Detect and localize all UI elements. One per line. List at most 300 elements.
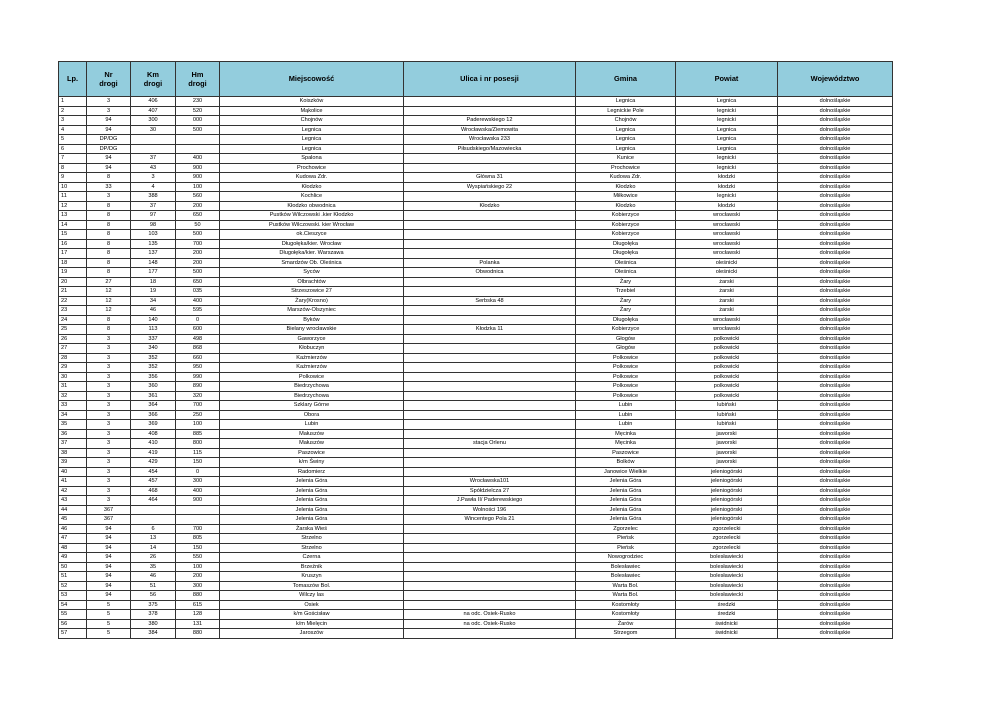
cell-nr-drogi: 94 — [87, 163, 131, 173]
cell-hm-drogi: 900 — [176, 496, 220, 506]
cell-miejscowosc: Mąkolice — [220, 106, 404, 116]
cell-nr-drogi: DP/DG — [87, 135, 131, 145]
cell-ulica: Wrocławska 233 — [404, 135, 576, 145]
table-row — [59, 581, 893, 591]
cell-nr-drogi: 367 — [87, 505, 131, 515]
cell-miejscowosc: Osiek — [220, 600, 404, 610]
cell-hm-drogi: 700 — [176, 239, 220, 249]
cell-ulica: Polanka — [404, 258, 576, 268]
cell-ulica — [404, 163, 576, 173]
table-row — [59, 458, 893, 468]
cell-powiat: jeleniogórski — [676, 486, 778, 496]
cell-lp: 3 — [59, 116, 87, 126]
cell-wojewodztwo: dolnośląskie — [778, 230, 893, 240]
cell-hm-drogi: 900 — [176, 163, 220, 173]
cell-gmina: Pieńsk — [576, 534, 676, 544]
cell-gmina: Warta Bol. — [576, 591, 676, 601]
cell-lp: 10 — [59, 182, 87, 192]
cell-nr-drogi: 3 — [87, 106, 131, 116]
cell-km-drogi: 380 — [131, 619, 176, 629]
cell-miejscowosc: Pustków Wilczowski .kier Kłodzko — [220, 211, 404, 221]
cell-nr-drogi: 33 — [87, 182, 131, 192]
cell-km-drogi: 410 — [131, 439, 176, 449]
cell-powiat: legnicki — [676, 163, 778, 173]
cell-lp: 51 — [59, 572, 87, 582]
cell-km-drogi: 13 — [131, 534, 176, 544]
cell-miejscowosc: k/m Gościsław — [220, 610, 404, 620]
cell-wojewodztwo: dolnośląskie — [778, 562, 893, 572]
table-row — [59, 173, 893, 183]
cell-km-drogi: 406 — [131, 97, 176, 107]
cell-nr-drogi: 8 — [87, 230, 131, 240]
cell-ulica: Wyspiańskiego 22 — [404, 182, 576, 192]
cell-gmina: Kunice — [576, 154, 676, 164]
cell-wojewodztwo: dolnośląskie — [778, 629, 893, 639]
cell-wojewodztwo: dolnośląskie — [778, 619, 893, 629]
cell-ulica — [404, 334, 576, 344]
cell-miejscowosc: Wilczy las — [220, 591, 404, 601]
cell-lp: 28 — [59, 353, 87, 363]
cell-powiat: wrocławski — [676, 230, 778, 240]
cell-gmina: Kobierzyce — [576, 211, 676, 221]
cell-km-drogi: 419 — [131, 448, 176, 458]
cell-wojewodztwo: dolnośląskie — [778, 429, 893, 439]
cell-wojewodztwo: dolnośląskie — [778, 420, 893, 430]
cell-nr-drogi: 3 — [87, 334, 131, 344]
cell-ulica: Wincentego Pola 21 — [404, 515, 576, 525]
cell-lp: 44 — [59, 505, 87, 515]
cell-powiat: Legnica — [676, 97, 778, 107]
cell-ulica — [404, 306, 576, 316]
cell-ulica: stacja Orlenu — [404, 439, 576, 449]
table-row — [59, 306, 893, 316]
cell-nr-drogi: 5 — [87, 610, 131, 620]
cell-nr-drogi: 94 — [87, 591, 131, 601]
cell-lp: 42 — [59, 486, 87, 496]
col-header-lp: Lp. — [59, 62, 87, 97]
cell-km-drogi: 177 — [131, 268, 176, 278]
cell-km-drogi: 148 — [131, 258, 176, 268]
cell-gmina: Lubin — [576, 420, 676, 430]
cell-gmina: Kobierzyce — [576, 230, 676, 240]
cell-lp: 33 — [59, 401, 87, 411]
cell-nr-drogi: 367 — [87, 515, 131, 525]
cell-miejscowosc: k/m Świny — [220, 458, 404, 468]
cell-wojewodztwo: dolnośląskie — [778, 505, 893, 515]
cell-km-drogi: 340 — [131, 344, 176, 354]
cell-ulica: Kłodzko — [404, 201, 576, 211]
cell-gmina: Kostomłoty — [576, 600, 676, 610]
cell-powiat: kłodzki — [676, 182, 778, 192]
cell-gmina: Kostomłoty — [576, 610, 676, 620]
cell-wojewodztwo: dolnośląskie — [778, 144, 893, 154]
table-row — [59, 619, 893, 629]
table-row — [59, 258, 893, 268]
cell-powiat: średzki — [676, 610, 778, 620]
cell-wojewodztwo: dolnośląskie — [778, 591, 893, 601]
road-points-table — [58, 61, 893, 639]
cell-gmina: Jelenia Góra — [576, 515, 676, 525]
cell-lp: 26 — [59, 334, 87, 344]
cell-ulica — [404, 401, 576, 411]
cell-km-drogi: 464 — [131, 496, 176, 506]
cell-miejscowosc: Czerna — [220, 553, 404, 563]
cell-gmina: Jelenia Góra — [576, 496, 676, 506]
cell-lp: 1 — [59, 97, 87, 107]
cell-wojewodztwo: dolnośląskie — [778, 448, 893, 458]
cell-km-drogi: 468 — [131, 486, 176, 496]
cell-nr-drogi: 3 — [87, 353, 131, 363]
cell-powiat: kłodzki — [676, 201, 778, 211]
cell-ulica: Kłodzka 11 — [404, 325, 576, 335]
cell-hm-drogi — [176, 144, 220, 154]
table-row — [59, 239, 893, 249]
cell-miejscowosc: Jelenia Góra — [220, 486, 404, 496]
table-row — [59, 249, 893, 259]
cell-km-drogi: 56 — [131, 591, 176, 601]
cell-lp: 8 — [59, 163, 87, 173]
cell-wojewodztwo: dolnośląskie — [778, 287, 893, 297]
cell-wojewodztwo: dolnośląskie — [778, 306, 893, 316]
cell-ulica — [404, 97, 576, 107]
cell-ulica — [404, 591, 576, 601]
cell-lp: 39 — [59, 458, 87, 468]
cell-hm-drogi: 650 — [176, 277, 220, 287]
cell-miejscowosc: Kruszyn — [220, 572, 404, 582]
table-row — [59, 201, 893, 211]
cell-powiat: lubiński — [676, 410, 778, 420]
cell-nr-drogi: 8 — [87, 239, 131, 249]
cell-miejscowosc: Tomaszów Bol. — [220, 581, 404, 591]
cell-km-drogi: 4 — [131, 182, 176, 192]
cell-gmina: Bolków — [576, 458, 676, 468]
cell-gmina: Jelenia Góra — [576, 486, 676, 496]
cell-powiat: wrocławski — [676, 249, 778, 259]
cell-miejscowosc: Byków — [220, 315, 404, 325]
cell-ulica — [404, 524, 576, 534]
cell-km-drogi: 300 — [131, 116, 176, 126]
cell-wojewodztwo: dolnośląskie — [778, 249, 893, 259]
cell-lp: 22 — [59, 296, 87, 306]
cell-km-drogi: 388 — [131, 192, 176, 202]
cell-miejscowosc: Strzeszowice 27 — [220, 287, 404, 297]
cell-wojewodztwo: dolnośląskie — [778, 125, 893, 135]
cell-nr-drogi: 5 — [87, 600, 131, 610]
cell-km-drogi: 35 — [131, 562, 176, 572]
table-row — [59, 182, 893, 192]
cell-nr-drogi: 94 — [87, 524, 131, 534]
cell-miejscowosc: Legnica — [220, 135, 404, 145]
col-header-nr-drogi — [87, 62, 131, 97]
table-row — [59, 562, 893, 572]
table-row — [59, 600, 893, 610]
cell-hm-drogi: 650 — [176, 211, 220, 221]
cell-hm-drogi: 560 — [176, 192, 220, 202]
cell-nr-drogi: 3 — [87, 458, 131, 468]
cell-nr-drogi: 94 — [87, 116, 131, 126]
cell-gmina: Prochowice — [576, 163, 676, 173]
cell-powiat: wrocławski — [676, 325, 778, 335]
cell-wojewodztwo: dolnośląskie — [778, 106, 893, 116]
table-row — [59, 610, 893, 620]
cell-lp: 43 — [59, 496, 87, 506]
table-row — [59, 382, 893, 392]
cell-miejscowosc: Małuszów — [220, 429, 404, 439]
col-header-wojewodztwo: Województwo — [778, 62, 893, 97]
cell-wojewodztwo: dolnośląskie — [778, 553, 893, 563]
cell-ulica — [404, 154, 576, 164]
cell-km-drogi: 135 — [131, 239, 176, 249]
cell-powiat: bolesławiecki — [676, 591, 778, 601]
col-header-gmina: Gmina — [576, 62, 676, 97]
cell-km-drogi: 103 — [131, 230, 176, 240]
cell-hm-drogi: 600 — [176, 325, 220, 335]
cell-ulica: Wrocławska101 — [404, 477, 576, 487]
col-header-powiat: Powiat — [676, 62, 778, 97]
cell-gmina: Kudowa Zdr. — [576, 173, 676, 183]
table-row — [59, 420, 893, 430]
cell-km-drogi: 337 — [131, 334, 176, 344]
col-header-nr-line1: Nr — [104, 69, 113, 79]
cell-wojewodztwo: dolnośląskie — [778, 258, 893, 268]
cell-km-drogi: 352 — [131, 363, 176, 373]
cell-hm-drogi: 100 — [176, 562, 220, 572]
cell-km-drogi: 43 — [131, 163, 176, 173]
cell-hm-drogi: 400 — [176, 296, 220, 306]
cell-lp: 56 — [59, 619, 87, 629]
cell-ulica — [404, 372, 576, 382]
cell-hm-drogi: 890 — [176, 382, 220, 392]
table-row — [59, 363, 893, 373]
cell-nr-drogi: 12 — [87, 306, 131, 316]
cell-powiat: polkowicki — [676, 353, 778, 363]
cell-powiat: jeleniogórski — [676, 496, 778, 506]
cell-ulica — [404, 410, 576, 420]
cell-gmina: Żarów — [576, 619, 676, 629]
cell-miejscowosc: Kaźmierzów — [220, 363, 404, 373]
cell-hm-drogi — [176, 135, 220, 145]
cell-nr-drogi: 3 — [87, 363, 131, 373]
cell-miejscowosc: Kłobuczyn — [220, 344, 404, 354]
cell-miejscowosc: ok.Cieszyce — [220, 230, 404, 240]
cell-miejscowosc: Biedrzychowa — [220, 391, 404, 401]
cell-ulica — [404, 600, 576, 610]
cell-wojewodztwo: dolnośląskie — [778, 534, 893, 544]
cell-km-drogi: 454 — [131, 467, 176, 477]
cell-gmina: Oleśnica — [576, 268, 676, 278]
cell-powiat: polkowicki — [676, 391, 778, 401]
cell-km-drogi: 360 — [131, 382, 176, 392]
cell-gmina: Miłkowice — [576, 192, 676, 202]
cell-lp: 9 — [59, 173, 87, 183]
cell-miejscowosc: Lubin — [220, 420, 404, 430]
cell-hm-drogi: 230 — [176, 97, 220, 107]
cell-hm-drogi: 595 — [176, 306, 220, 316]
table-row — [59, 543, 893, 553]
cell-powiat: wrocławski — [676, 220, 778, 230]
table-row — [59, 315, 893, 325]
cell-ulica — [404, 239, 576, 249]
cell-powiat: polkowicki — [676, 363, 778, 373]
cell-nr-drogi: 8 — [87, 201, 131, 211]
table-row — [59, 334, 893, 344]
table-row — [59, 192, 893, 202]
cell-miejscowosc: Polkowice — [220, 372, 404, 382]
cell-nr-drogi: 3 — [87, 439, 131, 449]
cell-powiat: zgorzelecki — [676, 543, 778, 553]
col-header-hm-drogi — [176, 62, 220, 97]
cell-hm-drogi: 990 — [176, 372, 220, 382]
cell-wojewodztwo: dolnośląskie — [778, 543, 893, 553]
cell-wojewodztwo: dolnośląskie — [778, 515, 893, 525]
cell-nr-drogi: 8 — [87, 220, 131, 230]
cell-gmina: Jelenia Góra — [576, 505, 676, 515]
cell-hm-drogi: 115 — [176, 448, 220, 458]
cell-hm-drogi: 900 — [176, 173, 220, 183]
cell-lp: 15 — [59, 230, 87, 240]
cell-km-drogi: 19 — [131, 287, 176, 297]
cell-nr-drogi: 3 — [87, 401, 131, 411]
cell-ulica — [404, 629, 576, 639]
cell-wojewodztwo: dolnośląskie — [778, 163, 893, 173]
cell-hm-drogi — [176, 515, 220, 525]
cell-lp: 50 — [59, 562, 87, 572]
cell-powiat: wrocławski — [676, 211, 778, 221]
cell-powiat: polkowicki — [676, 344, 778, 354]
cell-powiat: wrocławski — [676, 315, 778, 325]
cell-miejscowosc: Żarska Wieś — [220, 524, 404, 534]
cell-ulica — [404, 553, 576, 563]
cell-wojewodztwo: dolnośląskie — [778, 572, 893, 582]
cell-miejscowosc: Kudowa Zdr. — [220, 173, 404, 183]
cell-km-drogi: 18 — [131, 277, 176, 287]
cell-gmina: Legnickie Pole — [576, 106, 676, 116]
cell-nr-drogi: 3 — [87, 344, 131, 354]
cell-ulica — [404, 429, 576, 439]
cell-hm-drogi: 500 — [176, 230, 220, 240]
cell-wojewodztwo: dolnośląskie — [778, 372, 893, 382]
cell-powiat: bolesławiecki — [676, 581, 778, 591]
cell-ulica: Piłsudskiego/Mazowiecka — [404, 144, 576, 154]
cell-nr-drogi: 8 — [87, 315, 131, 325]
table-row — [59, 553, 893, 563]
cell-powiat: polkowicki — [676, 334, 778, 344]
cell-hm-drogi: 400 — [176, 154, 220, 164]
cell-nr-drogi: 3 — [87, 486, 131, 496]
cell-lp: 19 — [59, 268, 87, 278]
cell-km-drogi: 34 — [131, 296, 176, 306]
cell-miejscowosc: Chojnów — [220, 116, 404, 126]
cell-ulica — [404, 220, 576, 230]
cell-hm-drogi: 150 — [176, 458, 220, 468]
cell-hm-drogi: 800 — [176, 439, 220, 449]
cell-gmina: Polkowice — [576, 363, 676, 373]
cell-miejscowosc: Jelenia Góra — [220, 515, 404, 525]
cell-lp: 46 — [59, 524, 87, 534]
cell-gmina: Legnica — [576, 144, 676, 154]
cell-ulica — [404, 353, 576, 363]
cell-hm-drogi: 128 — [176, 610, 220, 620]
cell-nr-drogi: 8 — [87, 249, 131, 259]
cell-hm-drogi: 700 — [176, 524, 220, 534]
cell-hm-drogi: 660 — [176, 353, 220, 363]
cell-gmina: Polkowice — [576, 353, 676, 363]
cell-gmina: Legnica — [576, 97, 676, 107]
cell-nr-drogi: 3 — [87, 192, 131, 202]
cell-gmina: Trzebiel — [576, 287, 676, 297]
cell-nr-drogi: 3 — [87, 97, 131, 107]
cell-nr-drogi: 12 — [87, 287, 131, 297]
cell-km-drogi: 140 — [131, 315, 176, 325]
cell-gmina: Nowogrodziec — [576, 553, 676, 563]
table-row — [59, 591, 893, 601]
cell-gmina: Legnica — [576, 125, 676, 135]
cell-km-drogi: 384 — [131, 629, 176, 639]
cell-ulica — [404, 420, 576, 430]
cell-lp: 5 — [59, 135, 87, 145]
cell-hm-drogi: 035 — [176, 287, 220, 297]
cell-km-drogi — [131, 135, 176, 145]
cell-wojewodztwo: dolnośląskie — [778, 97, 893, 107]
cell-ulica — [404, 572, 576, 582]
cell-hm-drogi: 320 — [176, 391, 220, 401]
table-row — [59, 401, 893, 411]
cell-km-drogi: 364 — [131, 401, 176, 411]
table-row — [59, 106, 893, 116]
cell-lp: 40 — [59, 467, 87, 477]
cell-wojewodztwo: dolnośląskie — [778, 610, 893, 620]
cell-miejscowosc: Długołęka/kier. Wrocław — [220, 239, 404, 249]
table-row — [59, 97, 893, 107]
cell-gmina: Lubin — [576, 401, 676, 411]
cell-powiat: oleśnicki — [676, 268, 778, 278]
cell-km-drogi: 407 — [131, 106, 176, 116]
cell-lp: 31 — [59, 382, 87, 392]
cell-miejscowosc: Kłodzko — [220, 182, 404, 192]
cell-powiat: jaworski — [676, 448, 778, 458]
cell-wojewodztwo: dolnośląskie — [778, 135, 893, 145]
cell-wojewodztwo: dolnośląskie — [778, 154, 893, 164]
cell-nr-drogi: 94 — [87, 572, 131, 582]
cell-powiat: Legnica — [676, 135, 778, 145]
cell-km-drogi — [131, 144, 176, 154]
cell-miejscowosc: Szklary Górne — [220, 401, 404, 411]
table-row — [59, 230, 893, 240]
cell-powiat: jaworski — [676, 429, 778, 439]
cell-ulica: Główna 31 — [404, 173, 576, 183]
col-header-km-line2: drogi — [143, 79, 163, 88]
cell-miejscowosc: Jelenia Góra — [220, 505, 404, 515]
cell-powiat: świdnicki — [676, 629, 778, 639]
cell-miejscowosc: Prochowice — [220, 163, 404, 173]
cell-nr-drogi: 3 — [87, 372, 131, 382]
cell-ulica — [404, 211, 576, 221]
cell-miejscowosc: Radomierz — [220, 467, 404, 477]
cell-miejscowosc: Legnica — [220, 144, 404, 154]
cell-hm-drogi: 880 — [176, 629, 220, 639]
cell-ulica: Spółdzielcza 27 — [404, 486, 576, 496]
cell-wojewodztwo: dolnośląskie — [778, 182, 893, 192]
cell-powiat: jeleniogórski — [676, 505, 778, 515]
cell-nr-drogi: 8 — [87, 211, 131, 221]
cell-powiat: zgorzelecki — [676, 524, 778, 534]
cell-wojewodztwo: dolnośląskie — [778, 363, 893, 373]
cell-km-drogi: 408 — [131, 429, 176, 439]
cell-gmina: Polkowice — [576, 391, 676, 401]
cell-km-drogi: 366 — [131, 410, 176, 420]
cell-gmina: Męcinka — [576, 439, 676, 449]
cell-hm-drogi: 615 — [176, 600, 220, 610]
